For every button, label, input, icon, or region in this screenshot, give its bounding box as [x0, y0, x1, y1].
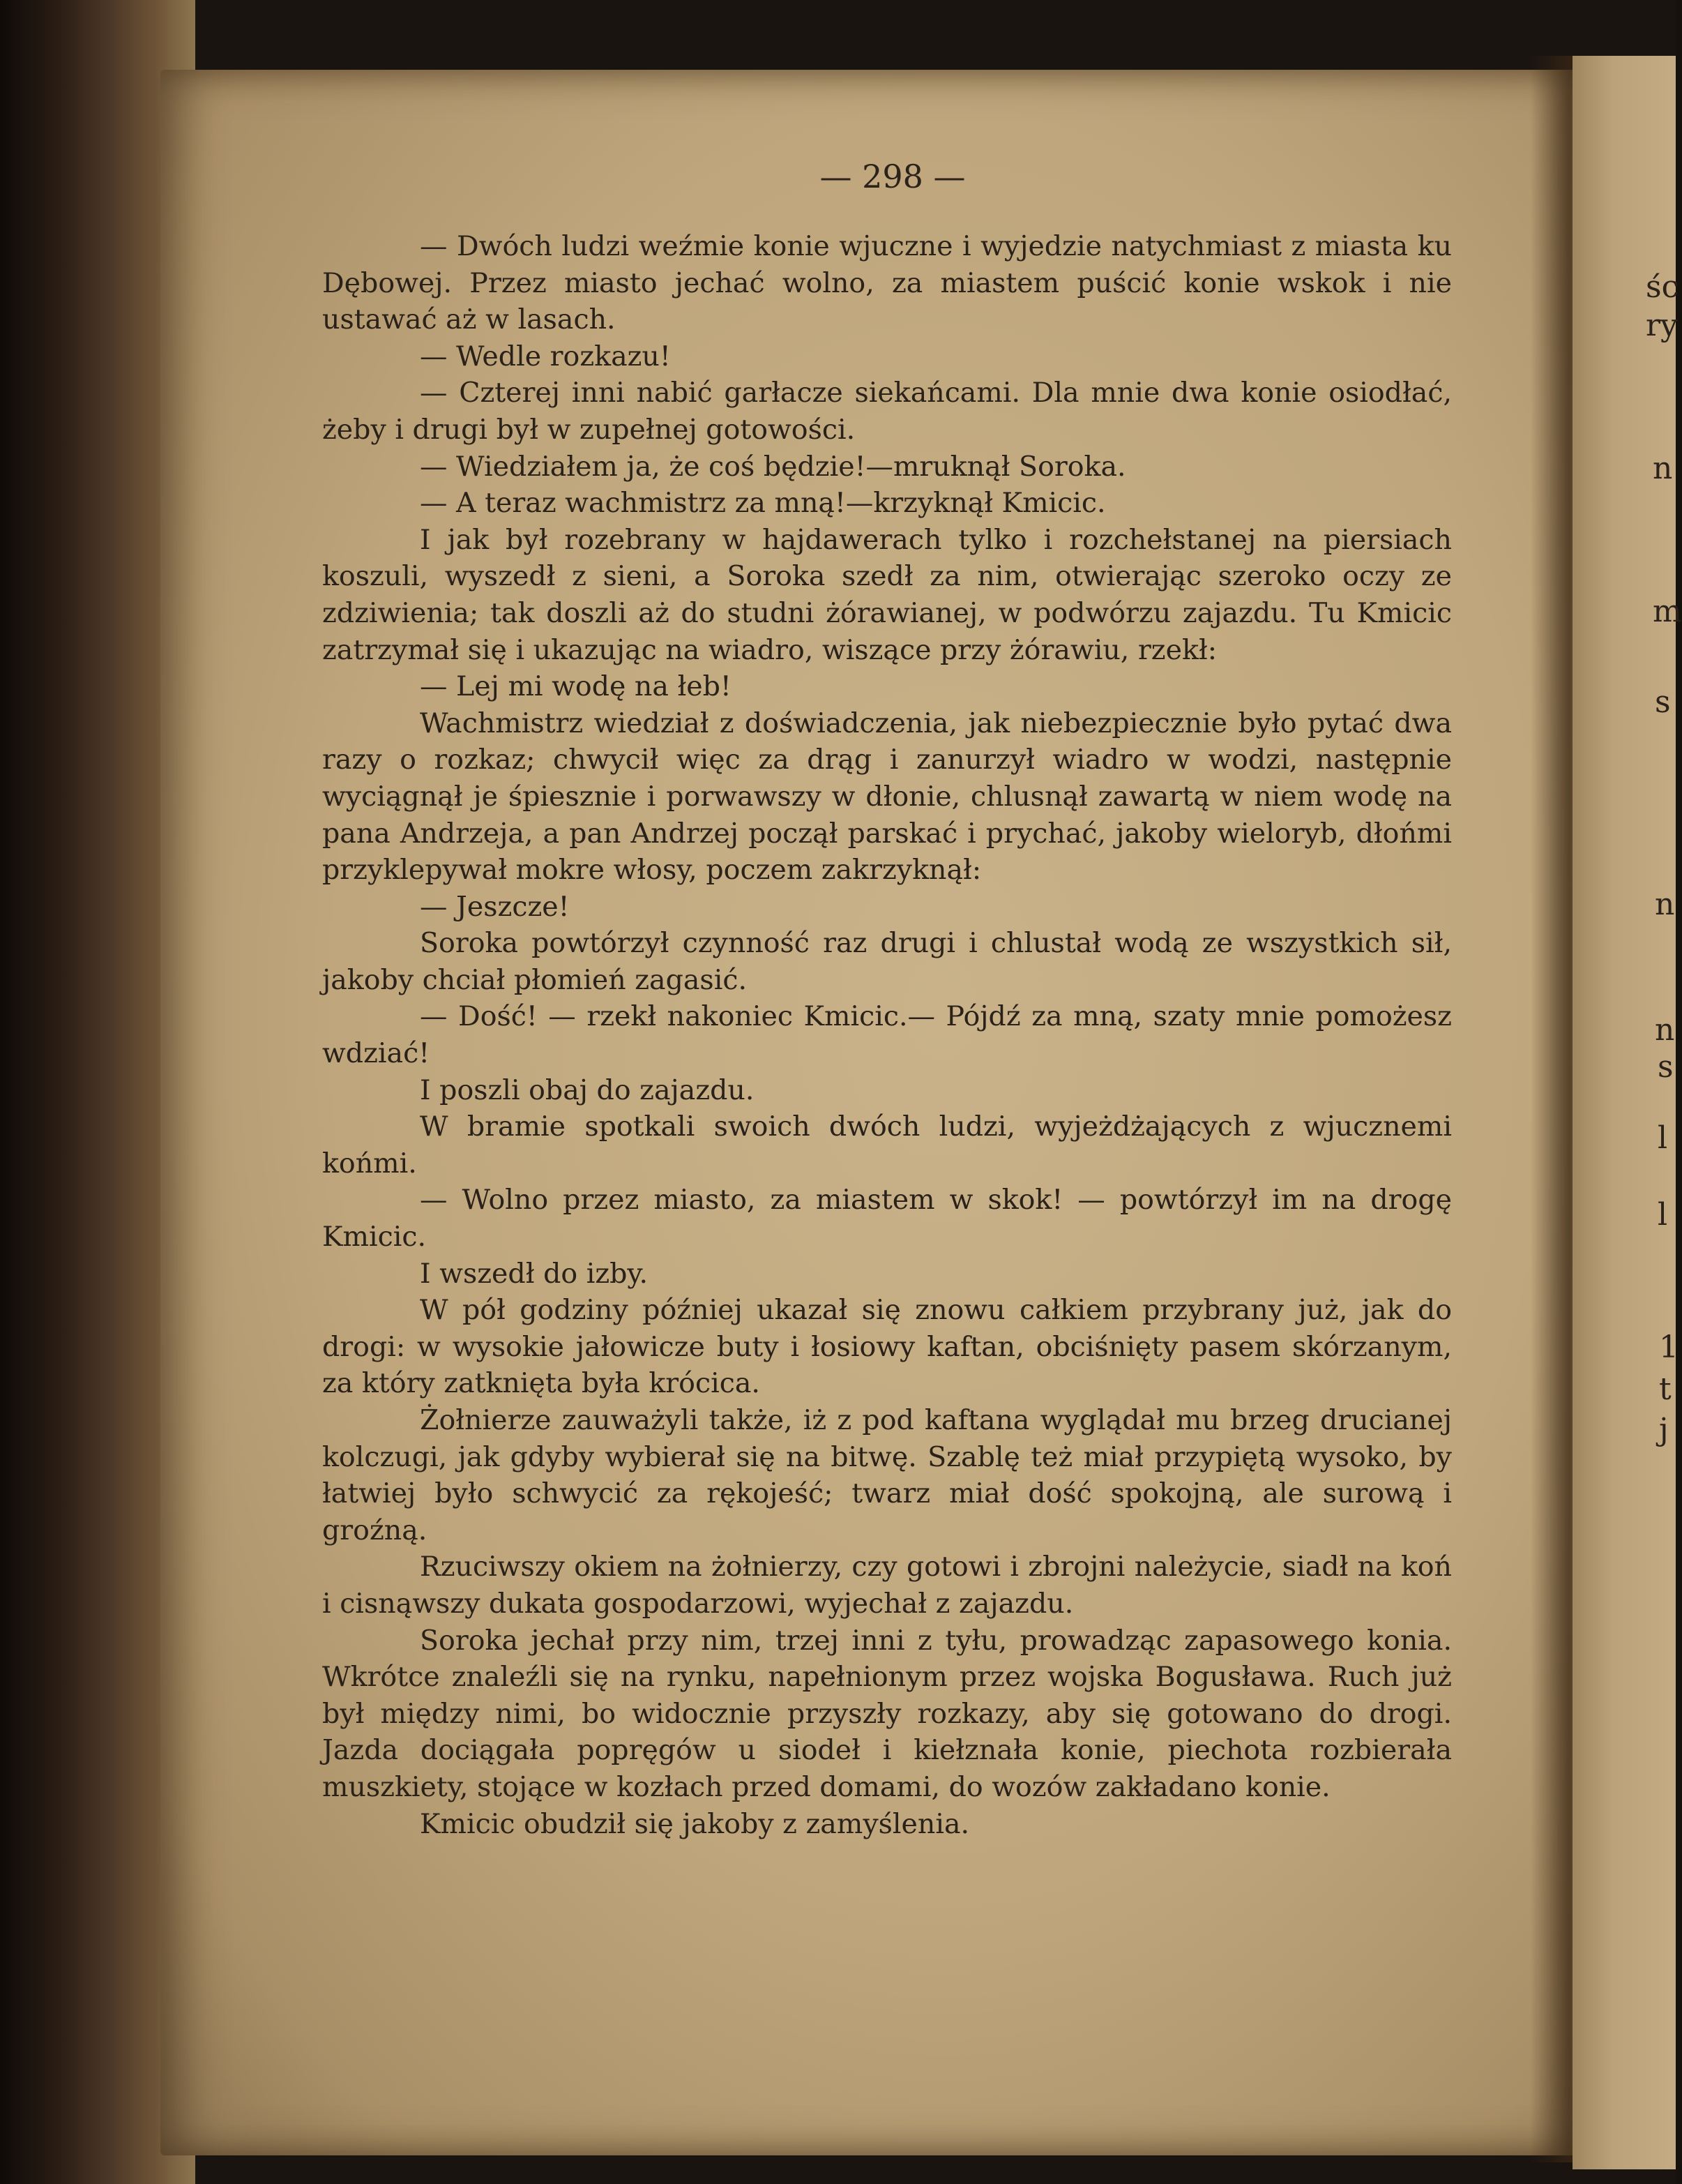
right-page-fragment: śc [1646, 269, 1679, 305]
body-text [322, 228, 1452, 1842]
paragraph: — Lej mi wodę na łeb! [420, 670, 732, 703]
right-page-fragment: m [1653, 594, 1682, 629]
right-page-fragment: n [1655, 1012, 1675, 1048]
paragraph: I jak był rozebrany w hajdawerach tylko i rozchełstanej na piersiach koszuli, wyszedł z sieni, a Soroka szedł za nim, otwierając szeroko oczy ze zdziwienia; tak doszli aż do studni żórawianej, w podwórzu zajazdu. Tu Kmicic zatrzymał się i ukazując na wiadro, wiszące przy żórawiu, rzekł: [322, 523, 1452, 666]
paragraph: — Jeszcze! [420, 890, 570, 923]
paragraph: — Dość! — rzekł nakoniec Kmicic.— Pójdź za mną, szaty mnie pomożesz wdziać! [322, 1000, 1452, 1070]
paragraph: I poszli obaj do zajazdu. [420, 1074, 755, 1106]
paragraph: Żołnierze zauważyli także, iż z pod kaftana wyglądał mu brzeg drucianej kolczugi, jak gdyby wybierał się na bitwę. Szablę też miał przypiętą wysoko, by łatwiej było schwycić za rękojeść; twarz miał dość spokojną, ale surową i groźną. [322, 1404, 1452, 1546]
page-number: — 298 — [819, 158, 966, 195]
paragraph: Kmicic obudził się jakoby z zamyślenia. [420, 1807, 970, 1840]
right-page-fragment: n [1653, 451, 1673, 486]
right-page-fragment: s [1655, 684, 1671, 720]
right-page-fragment: l [1658, 1197, 1668, 1233]
right-page-fragment: l [1658, 1120, 1668, 1156]
right-page-fragment: n [1655, 887, 1675, 922]
paragraph: — Wolno przez miasto, za miastem w skok! — powtórzył im na drogę Kmicic. [322, 1184, 1452, 1253]
paragraph: I wszedł do izby. [420, 1257, 649, 1290]
right-page-fragment: ry [1646, 308, 1678, 343]
paragraph: — Czterej inni nabić garłacze siekańcami. Dla mnie dwa konie osiodłać, żeby i drugi był w zupełnej gotowości. [322, 377, 1452, 446]
paragraph: W bramie spotkali swoich dwóch ludzi, wyjeżdżających z wjucznemi końmi. [322, 1110, 1452, 1180]
paragraph: W pół godziny później ukazał się znowu całkiem przybrany już, jak do drogi: w wysokie jałowicze buty i łosiowy kaftan, obciśnięty pasem skórzanym, za który zatknięta była krócica. [322, 1294, 1452, 1400]
right-page-fragment: s [1658, 1049, 1674, 1085]
paragraph: — Wedle rozkazu! [420, 340, 671, 372]
paragraph: Wachmistrz wiedział z doświadczenia, jak niebezpiecznie było pytać dwa razy o rozkaz; chwycił więc za drąg i zanurzył wiadro w wodzi, następnie wyciągnął je śpiesznie i porwawszy w dłonie, chlusnął zawartą w niem wodę na pana Andrzeja, a pan Andrzej począł parskać i prychać, jakoby wieloryb, dłońmi przyklepywał mokre włosy, poczem zakrzyknął: [322, 707, 1452, 887]
paragraph: — Dwóch ludzi weźmie konie wjuczne i wyjedzie natychmiast z miasta ku Dębowej. Przez miasto jechać wolno, za miastem puścić konie wskok i nie ustawać aż w lasach. [322, 230, 1452, 336]
right-page-fragment: 1 [1659, 1330, 1679, 1365]
right-page-fragment: j [1659, 1412, 1669, 1447]
paragraph: — Wiedziałem ja, że coś będzie!—mruknął Soroka. [420, 450, 1126, 483]
paragraph: Soroka jechał przy nim, trzej inni z tyłu, prowadząc zapasowego konia. Wkrótce znaleźli się na rynku, napełnionym przez wojska Bogusława. Ruch już był między nimi, bo widocznie przyszły rozkazy, aby się gotowano do drogi. Jazda dociągała popręgów u siodeł i kiełznała konie, piechota rozbierała muszkiety, stojące w kozłach przed domami, do wozów zakładano konie. [322, 1624, 1452, 1803]
paragraph: — A teraz wachmistrz za mną!—krzyknął Kmicic. [420, 487, 1106, 520]
right-page-fragment: t [1659, 1371, 1672, 1407]
paragraph: Rzuciwszy okiem na żołnierzy, czy gotowi i zbrojni należycie, siadł na koń i cisnąwszy dukata gospodarzowi, wyjechał z zajazdu. [322, 1551, 1452, 1620]
paragraph: Soroka powtórzył czynność raz drugi i chlustał wodą ze wszystkich sił, jakoby chciał płomień zagasić. [322, 927, 1452, 996]
right-page-edge [1573, 56, 1682, 2169]
